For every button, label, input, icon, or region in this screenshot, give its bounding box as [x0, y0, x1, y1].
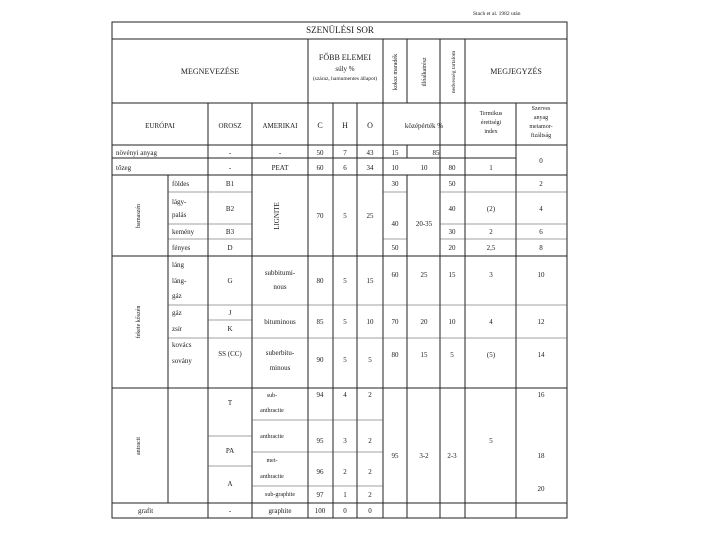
row-graphite: [138, 507, 372, 515]
header-coke-residue: koksz maradék: [393, 53, 399, 91]
anth-am-1b: anthracite: [260, 408, 284, 414]
peat-moist: 80: [448, 164, 456, 172]
table-grid: [112, 22, 567, 518]
brown-org-4: 8: [539, 244, 543, 252]
peat-o: 34: [366, 164, 374, 172]
brown-am: LIGNITE: [273, 202, 281, 230]
peat-am: PEAT: [271, 164, 289, 172]
peat-c: 60: [316, 164, 324, 172]
brown-moist-2: 40: [448, 205, 456, 213]
anth-tmi: 5: [489, 437, 493, 445]
header-moisture: nedvesség tartalom: [451, 50, 457, 94]
black-subbit-tmi: 3: [489, 271, 493, 279]
brown-org-1: 2: [539, 180, 543, 188]
brown-ru-3: B3: [225, 228, 235, 236]
sub-c: C: [317, 121, 323, 130]
brown-vol: 20-35: [415, 220, 433, 228]
sub-russian: OROSZ: [218, 122, 242, 130]
anth-c-1: 94: [316, 391, 324, 399]
peat-coke: 10: [391, 164, 399, 172]
black-bit-h: 5: [343, 318, 347, 326]
black-ru-j: J: [228, 309, 232, 317]
peat-h: 6: [343, 164, 347, 172]
graphite-am: graphite: [268, 507, 292, 515]
brown-moist-3: 30: [448, 228, 456, 236]
anth-org-1: 16: [537, 391, 545, 399]
brown-o: 25: [366, 212, 374, 220]
plant-ru: -: [228, 149, 232, 157]
anth-h-1: 4: [343, 391, 347, 399]
anth-moist: 2-3: [447, 452, 457, 460]
peat-ru: -: [228, 164, 232, 172]
brown-coke-4: 50: [391, 244, 399, 252]
anth-am-3b: anthracite: [260, 474, 284, 480]
anth-c-2: 95: [316, 437, 324, 445]
graphite-o: 0: [368, 507, 372, 515]
black-subbitu-vol: 15: [420, 351, 428, 359]
anth-org-2: 18: [537, 452, 545, 460]
anth-o-2: 2: [368, 437, 372, 445]
black-subbitu-c: 90: [316, 356, 324, 364]
anth-ru-t: T: [227, 399, 233, 407]
black-subbit-vol: 25: [420, 271, 428, 279]
brown-name-4: fényes: [172, 244, 191, 252]
brown-moist-4: 20: [448, 244, 456, 252]
plant-h: 7: [343, 149, 347, 157]
sub-org-3: metamor-: [529, 124, 553, 130]
black-subbit-o: 15: [366, 277, 374, 285]
black-subbit-h: 5: [343, 277, 347, 285]
group-brown-label: barnaszén: [136, 204, 142, 228]
black-subbitu-o: 5: [368, 356, 372, 364]
sub-tmi-1: Termikus: [479, 111, 503, 117]
sub-mean: középérték %: [404, 122, 444, 130]
brown-moist-1: 50: [448, 180, 456, 188]
black-subbit-c: 80: [316, 277, 324, 285]
plant-coke: 15: [391, 149, 399, 157]
black-name-langgaz-2: gáz: [172, 292, 182, 300]
anth-am-2: anthracite: [260, 434, 284, 440]
black-bit-coke: 70: [391, 318, 399, 326]
brown-org-3: 6: [539, 228, 543, 236]
brown-ru-2: B2: [225, 205, 235, 213]
header-main-elements-unit: súly %: [335, 65, 355, 73]
table-border: [112, 22, 567, 518]
graphite-c: 100: [314, 507, 326, 515]
header-main-elements: FŐBB ELEMEI: [318, 53, 372, 62]
brown-h: 5: [343, 212, 347, 220]
group-black-label: fekete kőszén: [136, 305, 142, 339]
black-am-subbit-2: nous: [273, 283, 287, 291]
anth-o-1: 2: [368, 391, 372, 399]
plant-name: növényi anyag: [116, 149, 158, 157]
header-remark: MEGJEGYZÉS: [490, 67, 542, 76]
plant-c: 50: [316, 149, 324, 157]
black-am-bit: bituminous: [264, 318, 296, 326]
sub-org-4: fizáltság: [530, 133, 552, 139]
anth-h-4: 1: [343, 491, 347, 499]
black-name-gaz: gáz: [172, 309, 182, 317]
black-subbitu-moist: 5: [450, 351, 454, 359]
anth-ru-pa: PA: [225, 447, 235, 455]
black-subbitu-h: 5: [343, 356, 347, 364]
black-name-kovacs: kovács: [172, 341, 192, 349]
graphite-name: grafit: [138, 507, 154, 515]
brown-name-2a: lágy-: [172, 198, 187, 206]
sub-tmi-3: index: [484, 129, 498, 135]
graphite-h: 0: [343, 507, 347, 515]
graphite-ru: -: [228, 507, 232, 515]
brown-coke-1: 30: [391, 180, 399, 188]
brown-ru-1: B1: [225, 180, 235, 188]
black-am-subbitu-2: minous: [269, 364, 291, 372]
black-bit-o: 10: [366, 318, 374, 326]
brown-tmi-3: 2: [489, 228, 493, 236]
black-ru-k: K: [227, 325, 233, 333]
anth-c-4: 97: [316, 491, 324, 499]
header-main-elements-note: (száraz, hamumentes állapot): [312, 76, 378, 82]
sub-american: AMERIKAI: [262, 122, 298, 130]
row-peat: [116, 164, 493, 172]
group-brown-coal: [136, 180, 543, 252]
brown-tmi-2: (2): [486, 205, 496, 213]
black-subbitu-coke: 80: [391, 351, 399, 359]
anth-o-4: 2: [368, 491, 372, 499]
black-ru-g: G: [227, 277, 233, 285]
header-name: MEGNEVEZÉSE: [180, 67, 240, 76]
anth-h-2: 3: [343, 437, 347, 445]
black-name-lang: láng: [172, 261, 185, 269]
brown-org-2: 4: [539, 205, 543, 213]
plant-o: 43: [366, 149, 374, 157]
black-subbit-coke: 60: [391, 271, 399, 279]
brown-c: 70: [316, 212, 324, 220]
black-name-sovany: sovány: [172, 357, 192, 365]
sub-org-1: Szerves: [531, 106, 551, 112]
anth-ru-a: A: [227, 480, 233, 488]
black-name-langgaz-1: láng-: [172, 277, 187, 285]
peat-vol: 10: [420, 164, 428, 172]
black-name-zsir: zsír: [172, 325, 183, 333]
anth-vol: 3-2: [419, 452, 429, 460]
black-subbitu-org: 14: [537, 351, 545, 359]
brown-tmi-4: 2,5: [486, 244, 496, 252]
black-bit-moist: 10: [448, 318, 456, 326]
anth-am-4: sub-graphite: [265, 492, 295, 498]
plant-vol: 85: [432, 149, 440, 157]
brown-name-3: kemény: [172, 228, 195, 236]
brown-name-1: földes: [172, 180, 190, 188]
brown-ru-4: D: [227, 244, 233, 252]
group-black-coal: [135, 261, 545, 372]
black-bit-c: 85: [316, 318, 324, 326]
sub-org-2: anyag: [533, 115, 549, 121]
anth-org-3: 20: [537, 485, 545, 493]
row-plant: [116, 149, 440, 157]
header-volatile: illóalkatrész: [422, 57, 428, 87]
black-subbit-org: 10: [537, 271, 545, 279]
anth-h-3: 2: [343, 468, 347, 476]
brown-name-2b: palás: [172, 211, 187, 219]
peat-tmi: 1: [489, 164, 493, 172]
anth-coke: 95: [391, 452, 399, 460]
anth-o-3: 2: [368, 468, 372, 476]
group-anthracite: [136, 391, 545, 499]
anth-c-3: 96: [316, 468, 324, 476]
plant-am: -: [278, 149, 282, 157]
black-bit-vol: 20: [420, 318, 428, 326]
black-bit-tmi: 4: [489, 318, 493, 326]
group-anthracite-label: antracit: [136, 437, 142, 455]
black-subbit-moist: 15: [448, 271, 456, 279]
black-am-subbitu-1: suberbitu-: [265, 349, 295, 357]
sub-h: H: [342, 121, 348, 130]
sub-o: O: [367, 121, 373, 130]
black-am-subbit-1: subbitumi-: [264, 269, 296, 277]
table-title: SZENÜLÉSI SOR: [306, 25, 374, 35]
anth-am-1a: sub-: [266, 393, 278, 399]
black-ru-ss: SS (CC): [218, 350, 242, 358]
brown-coke-mid: 40: [391, 220, 399, 228]
sub-tmi-2: érettségi: [480, 120, 502, 126]
sub-european: EURÓPAI: [145, 122, 175, 130]
anth-am-3a: met-: [266, 458, 278, 464]
black-bit-org: 12: [537, 318, 545, 326]
black-subbitu-tmi: (5): [486, 351, 496, 359]
peat-name: tőzeg: [116, 164, 132, 172]
corner-note: Stach et al. 1982 után: [473, 11, 521, 17]
organic-top: 0: [539, 157, 543, 165]
